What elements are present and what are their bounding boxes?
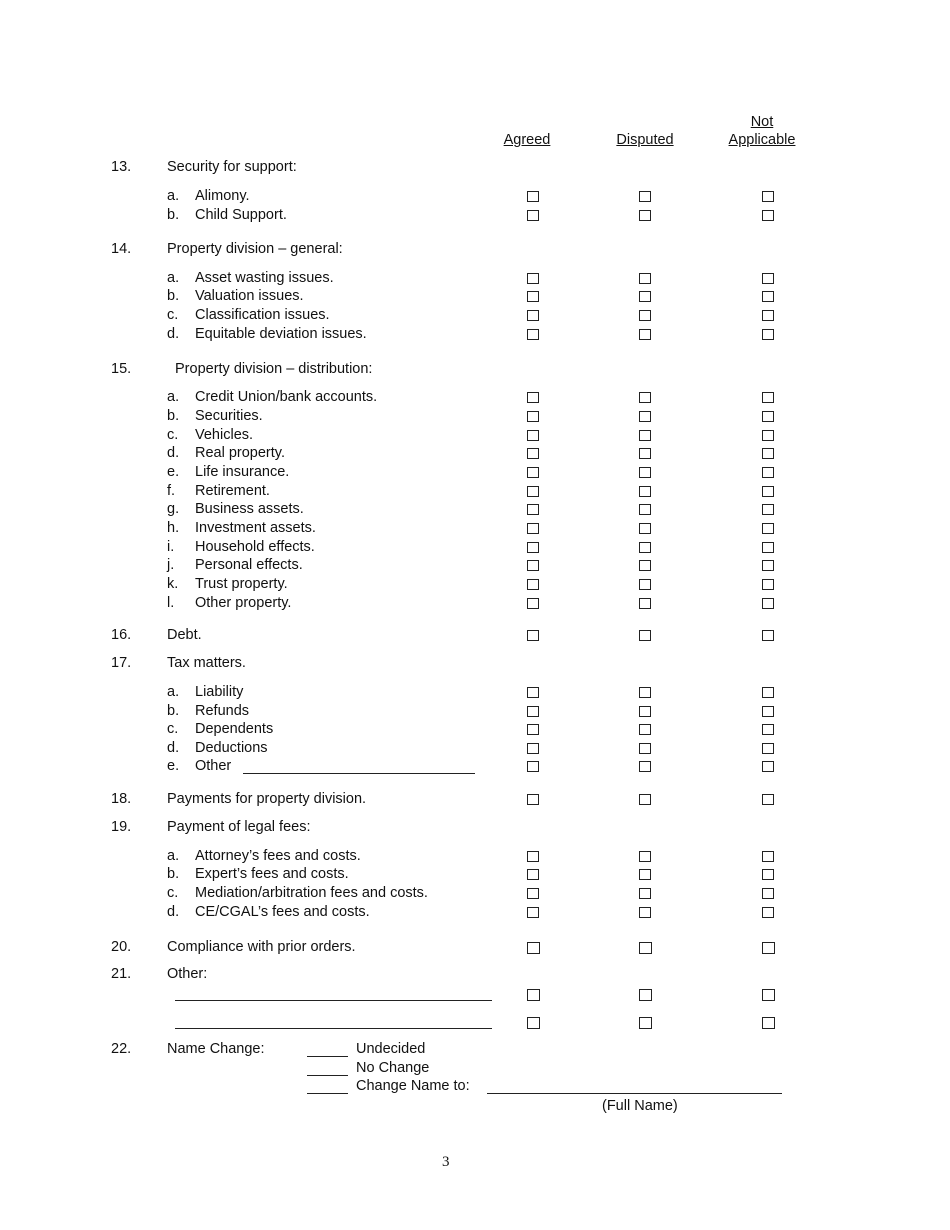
change-name-blank[interactable] bbox=[307, 1093, 348, 1094]
item-letter: b. bbox=[167, 703, 180, 719]
item-not-applicable-checkbox[interactable] bbox=[762, 888, 774, 899]
other-issue-not-applicable-checkbox[interactable] bbox=[762, 1017, 775, 1029]
item-label: Other property. bbox=[195, 595, 292, 611]
item-disputed-checkbox[interactable] bbox=[639, 523, 651, 534]
undecided-blank[interactable] bbox=[307, 1056, 348, 1057]
item-label: Real property. bbox=[195, 445, 285, 461]
section-number: 22. bbox=[111, 1041, 132, 1057]
item-not-applicable-checkbox[interactable] bbox=[762, 706, 774, 717]
item-disputed-checkbox[interactable] bbox=[639, 851, 651, 862]
item-agreed-checkbox[interactable] bbox=[527, 687, 539, 698]
section-number: 13. bbox=[111, 159, 132, 175]
item-agreed-checkbox[interactable] bbox=[527, 291, 539, 302]
item-letter: i. bbox=[167, 539, 175, 555]
item-not-applicable-checkbox[interactable] bbox=[762, 448, 774, 459]
item-not-applicable-checkbox[interactable] bbox=[762, 579, 774, 590]
item-disputed-checkbox[interactable] bbox=[639, 392, 651, 403]
item-letter: j. bbox=[167, 557, 175, 573]
item-disputed-checkbox[interactable] bbox=[639, 448, 651, 459]
section-number: 19. bbox=[111, 819, 132, 835]
section-number: 14. bbox=[111, 241, 132, 257]
item-not-applicable-checkbox[interactable] bbox=[762, 310, 774, 321]
section-number: 17. bbox=[111, 655, 132, 671]
item-disputed-checkbox[interactable] bbox=[639, 411, 651, 422]
item-agreed-checkbox[interactable] bbox=[527, 542, 539, 553]
item-agreed-checkbox[interactable] bbox=[527, 560, 539, 571]
item-letter: a. bbox=[167, 270, 180, 286]
item-letter: e. bbox=[167, 758, 180, 774]
other-issue-disputed-checkbox[interactable] bbox=[639, 1017, 652, 1029]
disputed-header: Disputed bbox=[616, 132, 674, 148]
item-agreed-checkbox[interactable] bbox=[527, 191, 539, 202]
item-agreed-checkbox[interactable] bbox=[527, 869, 539, 880]
item-disputed-checkbox[interactable] bbox=[639, 888, 651, 899]
item-label: Trust property. bbox=[195, 576, 288, 592]
item-agreed-checkbox[interactable] bbox=[527, 392, 539, 403]
item-agreed-checkbox[interactable] bbox=[527, 467, 539, 478]
item-label: Expert’s fees and costs. bbox=[195, 866, 349, 882]
section-number: 20. bbox=[111, 939, 132, 955]
item-disputed-checkbox[interactable] bbox=[639, 191, 651, 202]
item-label: Retirement. bbox=[195, 483, 270, 499]
item-disputed-checkbox[interactable] bbox=[639, 907, 651, 918]
item-label: Mediation/arbitration fees and costs. bbox=[195, 885, 428, 901]
item-disputed-checkbox[interactable] bbox=[639, 430, 651, 441]
item-label: Asset wasting issues. bbox=[195, 270, 334, 286]
item-not-applicable-checkbox[interactable] bbox=[762, 210, 774, 221]
item-not-applicable-checkbox[interactable] bbox=[762, 467, 774, 478]
item-label: Alimony. bbox=[195, 188, 250, 204]
item-disputed-checkbox[interactable] bbox=[639, 486, 651, 497]
item-letter: b. bbox=[167, 207, 180, 223]
item-agreed-checkbox[interactable] bbox=[527, 743, 539, 754]
section-title: Payment of legal fees: bbox=[167, 819, 311, 835]
not-applicable-header-line2: Applicable bbox=[728, 132, 796, 148]
other-issue-agreed-checkbox[interactable] bbox=[527, 989, 540, 1001]
item-letter: a. bbox=[167, 848, 180, 864]
item-disputed-checkbox[interactable] bbox=[639, 329, 651, 340]
item-label: Refunds bbox=[195, 703, 250, 719]
item-agreed-checkbox[interactable] bbox=[527, 907, 539, 918]
item-letter: a. bbox=[167, 389, 180, 405]
item-label: Securities. bbox=[195, 408, 263, 424]
section-5-not-applicable-checkbox[interactable] bbox=[762, 794, 774, 805]
item-letter: a. bbox=[167, 684, 180, 700]
item-not-applicable-checkbox[interactable] bbox=[762, 392, 774, 403]
section-3-agreed-checkbox[interactable] bbox=[527, 630, 539, 641]
item-disputed-checkbox[interactable] bbox=[639, 210, 651, 221]
section-number: 18. bbox=[111, 791, 132, 807]
item-letter: c. bbox=[167, 427, 179, 443]
item-not-applicable-checkbox[interactable] bbox=[762, 724, 774, 735]
item-letter: e. bbox=[167, 464, 180, 480]
section-title: Property division – general: bbox=[167, 241, 343, 257]
item-agreed-checkbox[interactable] bbox=[527, 724, 539, 735]
item-not-applicable-checkbox[interactable] bbox=[762, 191, 774, 202]
item-letter: g. bbox=[167, 501, 180, 517]
item-label: Equitable deviation issues. bbox=[195, 326, 367, 342]
item-agreed-checkbox[interactable] bbox=[527, 598, 539, 609]
item-disputed-checkbox[interactable] bbox=[639, 724, 651, 735]
item-disputed-checkbox[interactable] bbox=[639, 273, 651, 284]
item-not-applicable-checkbox[interactable] bbox=[762, 430, 774, 441]
other-issue-field[interactable] bbox=[175, 1000, 492, 1001]
item-agreed-checkbox[interactable] bbox=[527, 273, 539, 284]
item-agreed-checkbox[interactable] bbox=[527, 888, 539, 899]
other-issue-field[interactable] bbox=[175, 1028, 492, 1029]
item-disputed-checkbox[interactable] bbox=[639, 467, 651, 478]
item-label: Attorney’s fees and costs. bbox=[195, 848, 361, 864]
item-not-applicable-checkbox[interactable] bbox=[762, 329, 774, 340]
item-not-applicable-checkbox[interactable] bbox=[762, 743, 774, 754]
no-change-blank[interactable] bbox=[307, 1075, 348, 1076]
item-agreed-checkbox[interactable] bbox=[527, 579, 539, 590]
section-title: Property division – distribution: bbox=[175, 361, 373, 377]
item-not-applicable-checkbox[interactable] bbox=[762, 411, 774, 422]
item-not-applicable-checkbox[interactable] bbox=[762, 598, 774, 609]
item-agreed-checkbox[interactable] bbox=[527, 761, 539, 772]
other-tax-field[interactable] bbox=[243, 773, 475, 774]
item-letter: b. bbox=[167, 408, 180, 424]
item-letter: d. bbox=[167, 740, 180, 756]
section-5-agreed-checkbox[interactable] bbox=[527, 794, 539, 805]
item-disputed-checkbox[interactable] bbox=[639, 291, 651, 302]
section-3-not-applicable-checkbox[interactable] bbox=[762, 630, 774, 641]
item-not-applicable-checkbox[interactable] bbox=[762, 486, 774, 497]
item-disputed-checkbox[interactable] bbox=[639, 310, 651, 321]
agreed-header: Agreed bbox=[503, 132, 551, 148]
item-agreed-checkbox[interactable] bbox=[527, 486, 539, 497]
item-letter: f. bbox=[167, 483, 176, 499]
section-title: Compliance with prior orders. bbox=[167, 939, 356, 955]
item-letter: c. bbox=[167, 885, 179, 901]
item-not-applicable-checkbox[interactable] bbox=[762, 907, 774, 918]
item-label: Dependents bbox=[195, 721, 274, 737]
item-letter: k. bbox=[167, 576, 179, 592]
item-disputed-checkbox[interactable] bbox=[639, 542, 651, 553]
item-not-applicable-checkbox[interactable] bbox=[762, 542, 774, 553]
other-issue-disputed-checkbox[interactable] bbox=[639, 989, 652, 1001]
item-agreed-checkbox[interactable] bbox=[527, 430, 539, 441]
other-issue-agreed-checkbox[interactable] bbox=[527, 1017, 540, 1029]
item-label: Household effects. bbox=[195, 539, 315, 555]
item-disputed-checkbox[interactable] bbox=[639, 743, 651, 754]
item-not-applicable-checkbox[interactable] bbox=[762, 851, 774, 862]
full-name-field[interactable] bbox=[487, 1093, 782, 1094]
item-disputed-checkbox[interactable] bbox=[639, 504, 651, 515]
section-title: Security for support: bbox=[167, 159, 297, 175]
change-name-option: Change Name to: bbox=[356, 1078, 470, 1094]
undecided-option: Undecided bbox=[356, 1041, 426, 1057]
item-agreed-checkbox[interactable] bbox=[527, 523, 539, 534]
item-label: Life insurance. bbox=[195, 464, 290, 480]
item-letter: l. bbox=[167, 595, 175, 611]
item-agreed-checkbox[interactable] bbox=[527, 504, 539, 515]
item-not-applicable-checkbox[interactable] bbox=[762, 273, 774, 284]
item-disputed-checkbox[interactable] bbox=[639, 706, 651, 717]
item-not-applicable-checkbox[interactable] bbox=[762, 291, 774, 302]
section-title: Tax matters. bbox=[167, 655, 246, 671]
item-not-applicable-checkbox[interactable] bbox=[762, 504, 774, 515]
item-label: Investment assets. bbox=[195, 520, 316, 536]
item-label: Credit Union/bank accounts. bbox=[195, 389, 378, 405]
other-issue-not-applicable-checkbox[interactable] bbox=[762, 989, 775, 1001]
section-3-disputed-checkbox[interactable] bbox=[639, 630, 651, 641]
section-5-disputed-checkbox[interactable] bbox=[639, 794, 651, 805]
item-agreed-checkbox[interactable] bbox=[527, 411, 539, 422]
item-label: Other bbox=[195, 758, 232, 774]
section-7-disputed-checkbox[interactable] bbox=[639, 942, 652, 954]
item-disputed-checkbox[interactable] bbox=[639, 869, 651, 880]
item-label: Business assets. bbox=[195, 501, 304, 517]
section-7-agreed-checkbox[interactable] bbox=[527, 942, 540, 954]
item-label: Vehicles. bbox=[195, 427, 254, 443]
item-agreed-checkbox[interactable] bbox=[527, 448, 539, 459]
item-label: Valuation issues. bbox=[195, 288, 304, 304]
item-not-applicable-checkbox[interactable] bbox=[762, 869, 774, 880]
item-letter: a. bbox=[167, 188, 180, 204]
item-label: Personal effects. bbox=[195, 557, 303, 573]
item-agreed-checkbox[interactable] bbox=[527, 210, 539, 221]
item-disputed-checkbox[interactable] bbox=[639, 598, 651, 609]
section-7-not-applicable-checkbox[interactable] bbox=[762, 942, 775, 954]
item-letter: b. bbox=[167, 288, 180, 304]
item-letter: b. bbox=[167, 866, 180, 882]
item-not-applicable-checkbox[interactable] bbox=[762, 523, 774, 534]
item-label: Deductions bbox=[195, 740, 268, 756]
item-letter: h. bbox=[167, 520, 180, 536]
item-label: CE/CGAL’s fees and costs. bbox=[195, 904, 370, 920]
item-label: Classification issues. bbox=[195, 307, 330, 323]
item-letter: d. bbox=[167, 904, 180, 920]
page-number: 3 bbox=[442, 1154, 450, 1170]
item-agreed-checkbox[interactable] bbox=[527, 329, 539, 340]
no-change-option: No Change bbox=[356, 1060, 430, 1076]
item-letter: c. bbox=[167, 307, 179, 323]
section-number: 16. bbox=[111, 627, 132, 643]
section-number: 21. bbox=[111, 966, 132, 982]
item-letter: c. bbox=[167, 721, 179, 737]
item-agreed-checkbox[interactable] bbox=[527, 851, 539, 862]
item-letter: d. bbox=[167, 445, 180, 461]
name-change-title: Name Change: bbox=[167, 1041, 265, 1057]
item-label: Liability bbox=[195, 684, 244, 700]
item-not-applicable-checkbox[interactable] bbox=[762, 560, 774, 571]
item-agreed-checkbox[interactable] bbox=[527, 706, 539, 717]
item-disputed-checkbox[interactable] bbox=[639, 579, 651, 590]
section-title: Debt. bbox=[167, 627, 202, 643]
item-letter: d. bbox=[167, 326, 180, 342]
item-not-applicable-checkbox[interactable] bbox=[762, 687, 774, 698]
not-applicable-header-line1: Not bbox=[750, 114, 774, 130]
item-disputed-checkbox[interactable] bbox=[639, 687, 651, 698]
item-disputed-checkbox[interactable] bbox=[639, 761, 651, 772]
section-title: Payments for property division. bbox=[167, 791, 367, 807]
item-not-applicable-checkbox[interactable] bbox=[762, 761, 774, 772]
section-number: 15. bbox=[111, 361, 132, 377]
item-disputed-checkbox[interactable] bbox=[639, 560, 651, 571]
item-agreed-checkbox[interactable] bbox=[527, 310, 539, 321]
section-title: Other: bbox=[167, 966, 208, 982]
item-label: Child Support. bbox=[195, 207, 287, 223]
full-name-caption: (Full Name) bbox=[602, 1098, 678, 1114]
